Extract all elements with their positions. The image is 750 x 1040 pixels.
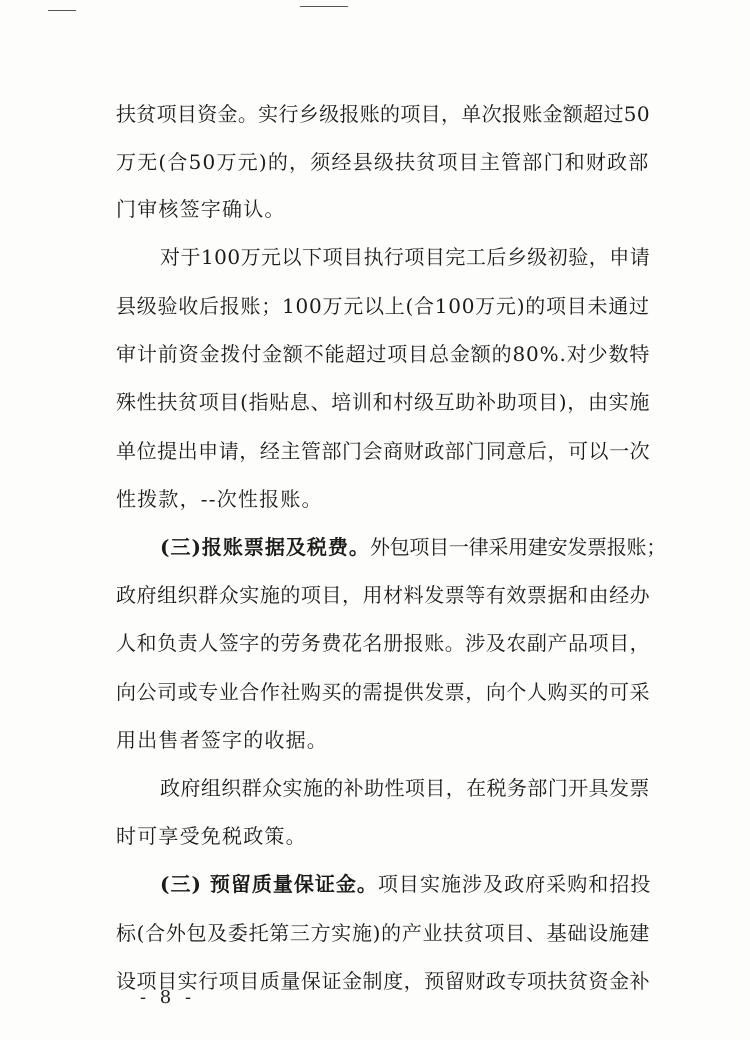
body-line: 标(合外包及委托第三方实施)的产业扶贫项目、基础设施建 <box>116 921 651 945</box>
section-body-text: 项目实施涉及政府采购和招投 <box>377 872 652 896</box>
body-line: 性拨款，--次性报账。 <box>116 487 323 511</box>
body-line: 县级验收后报账；100万元以上(合100万元)的项目未通过 <box>116 294 650 318</box>
section-heading-line <box>160 872 651 896</box>
scan-artifact-line <box>48 10 76 11</box>
body-line: 设项目实行项目质量保证金制度，预留财政专项扶贫资金补 <box>116 969 651 993</box>
section-body-text: 外包项目一律采用建安发票报账； <box>369 535 667 559</box>
section-heading: (三) 预留质量保证金。 <box>160 872 378 896</box>
page-number: - 8 - <box>140 987 196 1008</box>
body-line: 向公司或专业合作社购买的需提供发票，向个人购买的可采 <box>116 680 651 704</box>
body-line: 政府组织群众实施的补助性项目，在税务部门开具发票 <box>160 776 650 800</box>
body-line: 万无(合50万元)的，须经县级扶贫项目主管部门和财政部 <box>116 150 650 174</box>
body-line: 政府组织群众实施的项目，用材料发票等有效票据和由经办 <box>116 583 651 607</box>
body-line: 用出售者签字的收据。 <box>116 728 328 752</box>
body-line: 单位提出申请，经主管部门会商财政部门同意后，可以一次 <box>116 439 651 463</box>
section-heading-line <box>160 535 666 559</box>
body-line: 对于100万元以下项目执行项目完工后乡级初验，申请 <box>160 245 651 269</box>
scan-artifact-line <box>300 6 348 7</box>
body-line: 殊性扶贫项目(指贴息、培训和村级互助补助项目)，由实施 <box>116 390 651 414</box>
body-line: 门审核签字确认。 <box>116 197 286 221</box>
body-line: 审计前资金拨付金额不能超过项目总金额的80%.对少数特 <box>116 342 651 366</box>
body-line: 扶贫项目资金。实行乡级报账的项目，单次报账金额超过50 <box>116 102 650 126</box>
body-line: 人和负责人签字的劳务费花名册报账。涉及农副产品项目， <box>116 631 651 655</box>
body-line: 时可享受免税政策。 <box>116 824 307 848</box>
section-heading: (三)报账票据及税费。 <box>160 535 370 559</box>
